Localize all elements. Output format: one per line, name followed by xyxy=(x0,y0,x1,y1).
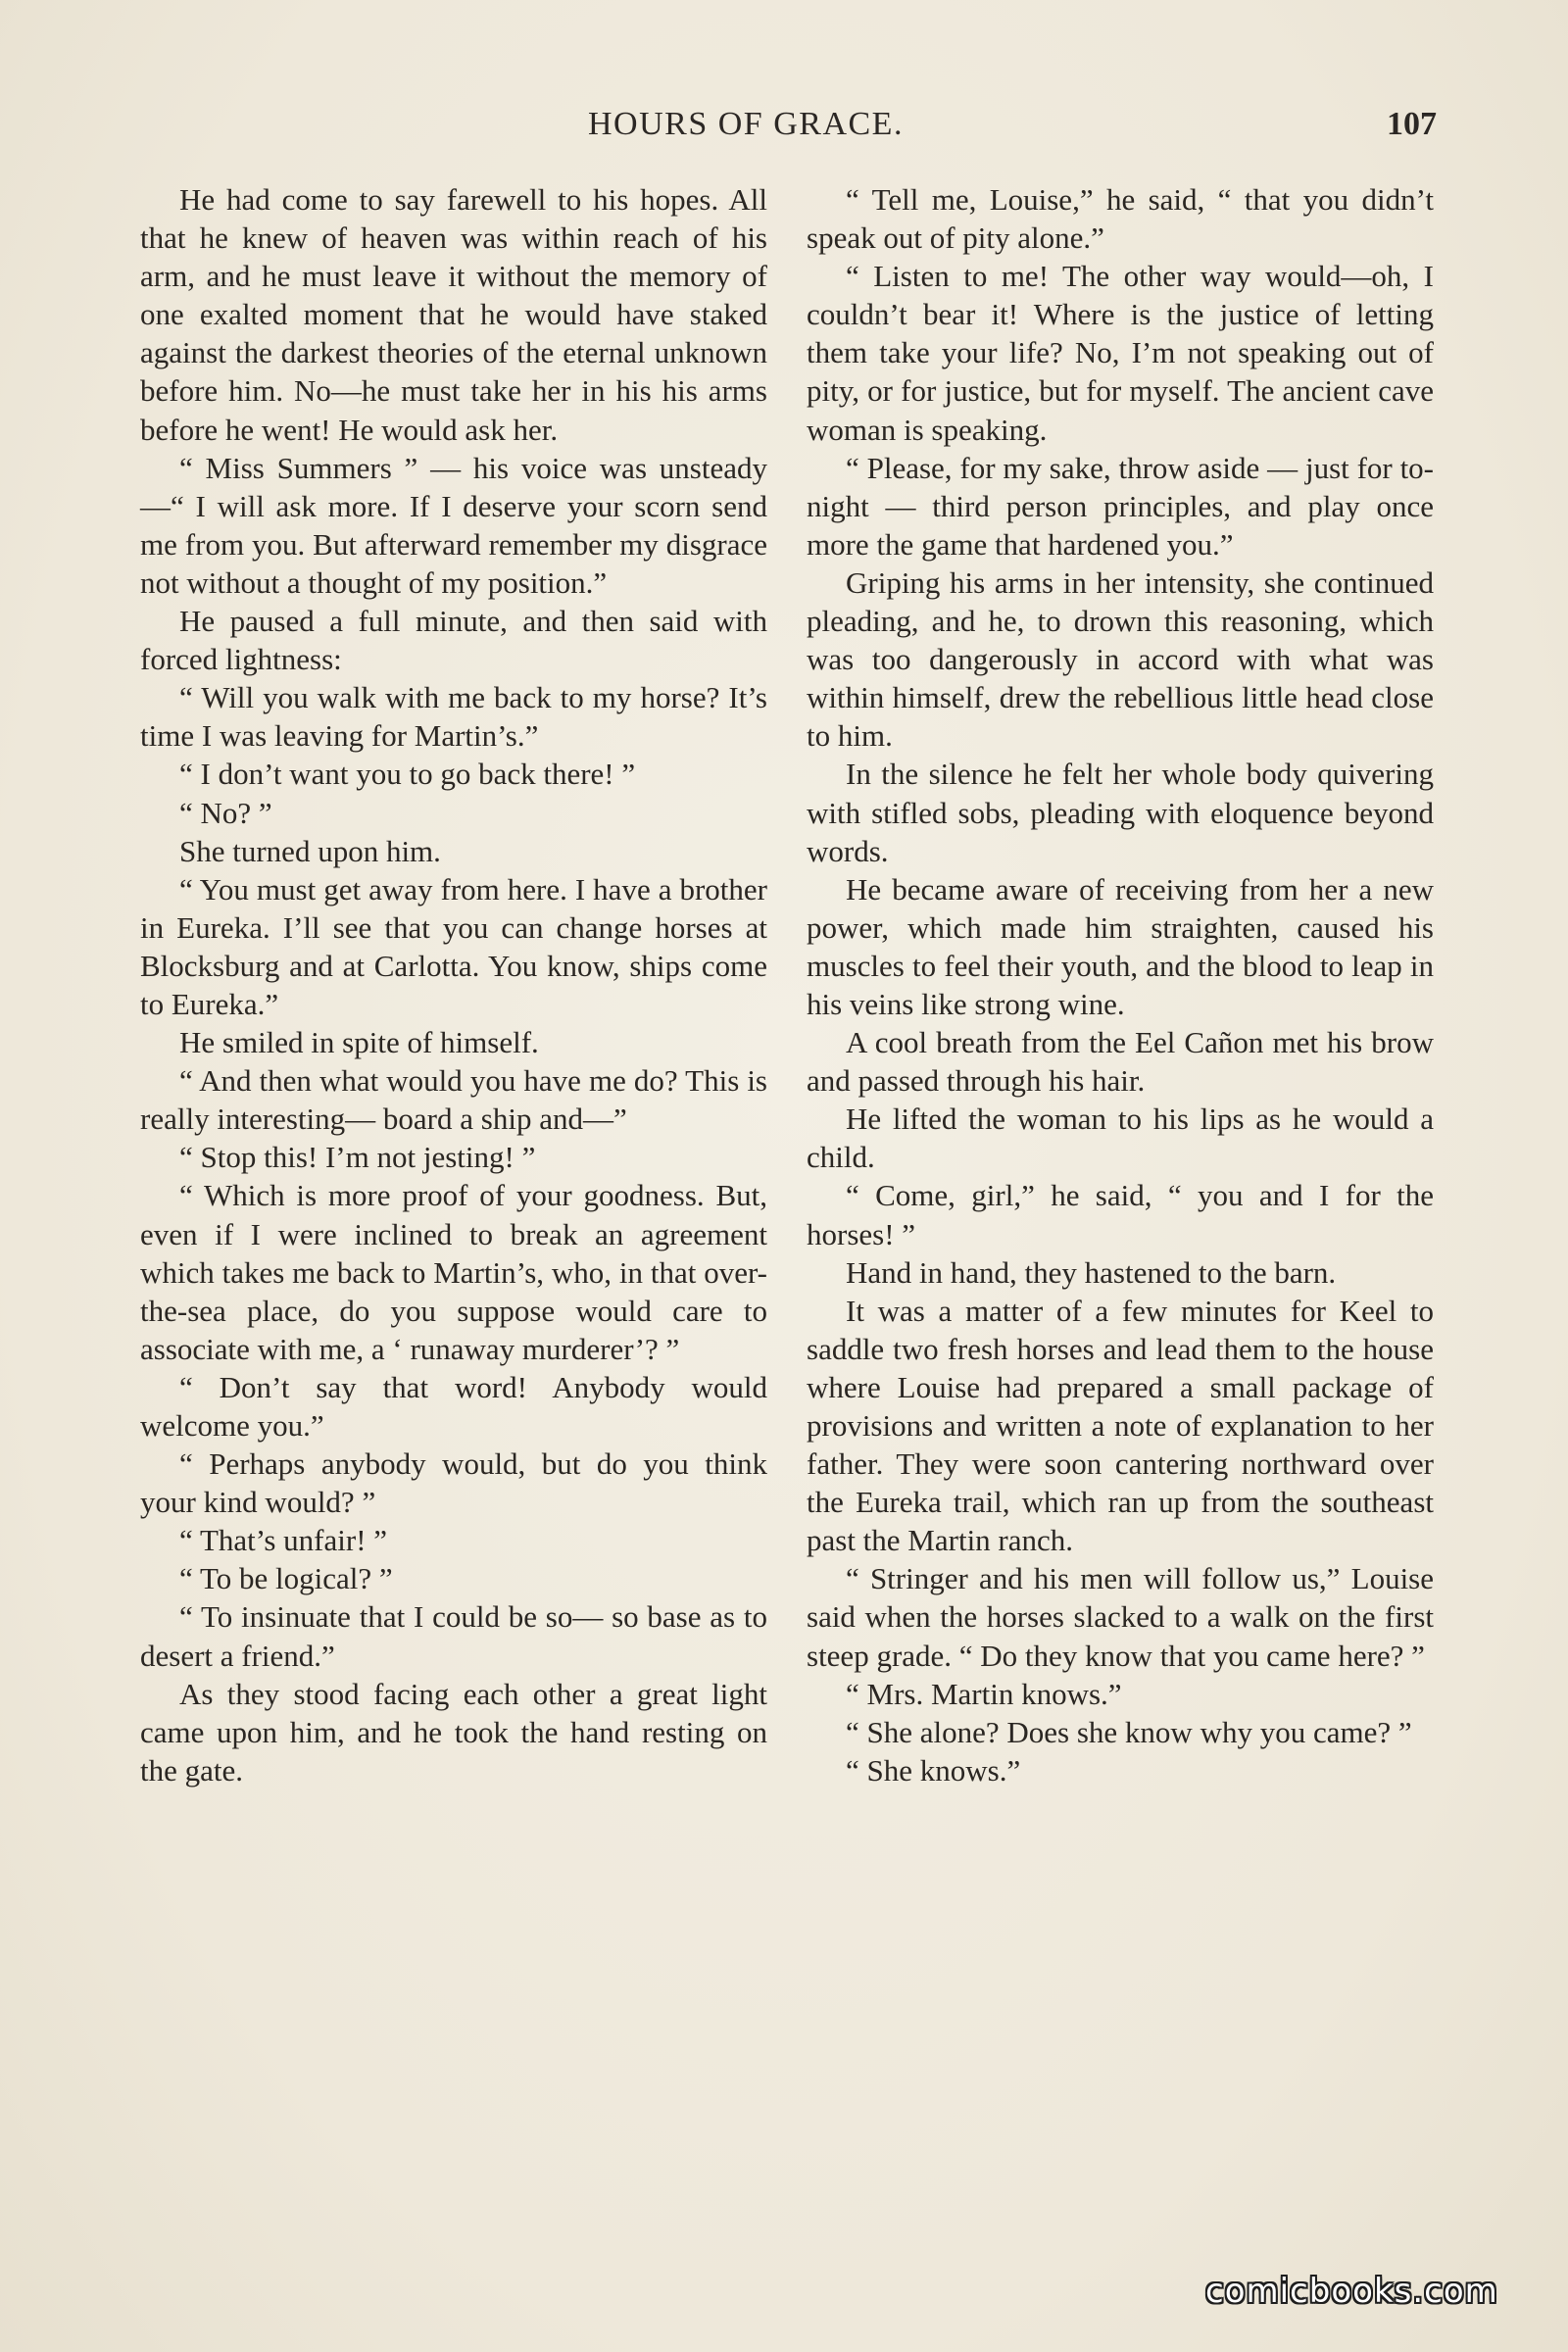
paragraph: He had come to say farewell to his hopes. All that he knew of heaven was within reach of his arm, and he must leave it without the memory of one exalted moment that he would have staked against the darkest theories of the eternal unknown before him. No—he must take her in his his arms before he went! He would ask her. xyxy=(140,182,767,447)
paragraph: “ Will you walk with me back to my horse? It’s time I was leaving for Martin’s.” xyxy=(140,680,767,754)
right-text-column xyxy=(807,180,1434,1789)
paragraph: “ Which is more proof of your goodness. But, even if I were inclined to break an agreement which takes me back to Martin’s, who, in that over-the-sea place, do you suppose would care to associate with me, a ‘ runaway murderer’? ” xyxy=(140,1178,767,1366)
paragraph: “ Stringer and his men will follow us,” Louise said when the horses slacked to a walk on the first steep grade. “ Do they know that you came here? ” xyxy=(807,1561,1434,1673)
paragraph: He paused a full minute, and then said with forced lightness: xyxy=(140,604,767,677)
paragraph: “ I don’t want you to go back there! ” xyxy=(179,757,636,792)
paragraph: Hand in hand, they hastened to the barn. xyxy=(846,1254,1337,1290)
paragraph: “ And then what would you have me do? This is really interesting— board a ship and—” xyxy=(140,1063,767,1137)
page-number: 107 xyxy=(1387,106,1437,142)
paragraph: “ To be logical? ” xyxy=(179,1561,393,1596)
running-title: HOURS OF GRACE. xyxy=(588,106,904,142)
paragraph: As they stood facing each other a great light came upon him, and he took the hand resting on the gate. xyxy=(140,1676,767,1788)
paragraph: “ Please, for my sake, throw aside — just for to-night — third person principles, and play once more the game that hardened you.” xyxy=(807,450,1434,562)
paragraph: She turned upon him. xyxy=(179,833,441,868)
paragraph: “ That’s unfair! ” xyxy=(179,1523,388,1558)
paragraph: He smiled in spite of himself. xyxy=(179,1025,539,1060)
paragraph: Griping his arms in her intensity, she continued pleading, and he, to drown this reasoning, which was too dangerously in accord with what was within himself, drew the rebellious little head close to him. xyxy=(807,564,1434,754)
paragraph: “ Tell me, Louise,” he said, “ that you didn’t speak out of pity alone.” xyxy=(807,182,1434,256)
paragraph: “ To insinuate that I could be so— so base as to desert a friend.” xyxy=(140,1599,767,1673)
paragraph: “ Perhaps anybody would, but do you think your kind would? ” xyxy=(140,1446,767,1520)
paragraph: He became aware of receiving from her a new power, which made him straighten, caused his muscles to feel their youth, and the blood to leap in his veins like strong wine. xyxy=(807,871,1434,1021)
paragraph: In the silence he felt her whole body quivering with stifled sobs, pleading with eloquence beyond words. xyxy=(807,757,1434,868)
paragraph: It was a matter of a few minutes for Keel to saddle two fresh horses and lead them to the house where Louise had prepared a small package of provisions and written a note of explanation to her father. They were soon cantering northward over the Eureka trail, which ran up from the southeast past the Martin ranch. xyxy=(807,1293,1434,1558)
paragraph: “ You must get away from here. I have a brother in Eureka. I’ll see that you can change horses at Blocksburg and at Carlotta. You know, ships come to Eureka.” xyxy=(140,871,767,1021)
paragraph: He lifted the woman to his lips as he would a child. xyxy=(807,1102,1434,1175)
paragraph: “ She alone? Does she know why you came? ” xyxy=(846,1714,1412,1749)
paragraph: “ Stop this! I’m not jesting! ” xyxy=(179,1140,536,1175)
paragraph: “ Miss Summers ” — his voice was unsteady—“ I will ask more. If I deserve your scorn send me from you. But afterward remember my disgrace not without a thought of my position.” xyxy=(140,450,767,600)
paragraph: “ Listen to me! The other way would—oh, I couldn’t bear it! Where is the justice of letting them take your life? No, I’m not speaking out of pity, or for justice, but for myself. The ancient cave woman is speaking. xyxy=(807,259,1434,447)
paragraph: “ No? ” xyxy=(179,795,272,830)
running-header xyxy=(0,106,1568,149)
paragraph: “ Don’t say that word! Anybody would welcome you.” xyxy=(140,1369,767,1443)
site-watermark: comicbooks.com xyxy=(1205,2272,1498,2311)
paragraph: A cool breath from the Eel Cañon met his brow and passed through his hair. xyxy=(807,1025,1434,1099)
paragraph: “ She knows.” xyxy=(846,1752,1021,1788)
paragraph: “ Mrs. Martin knows.” xyxy=(846,1676,1122,1711)
paragraph: “ Come, girl,” he said, “ you and I for the horses! ” xyxy=(807,1178,1434,1251)
left-text-column xyxy=(140,180,767,1789)
